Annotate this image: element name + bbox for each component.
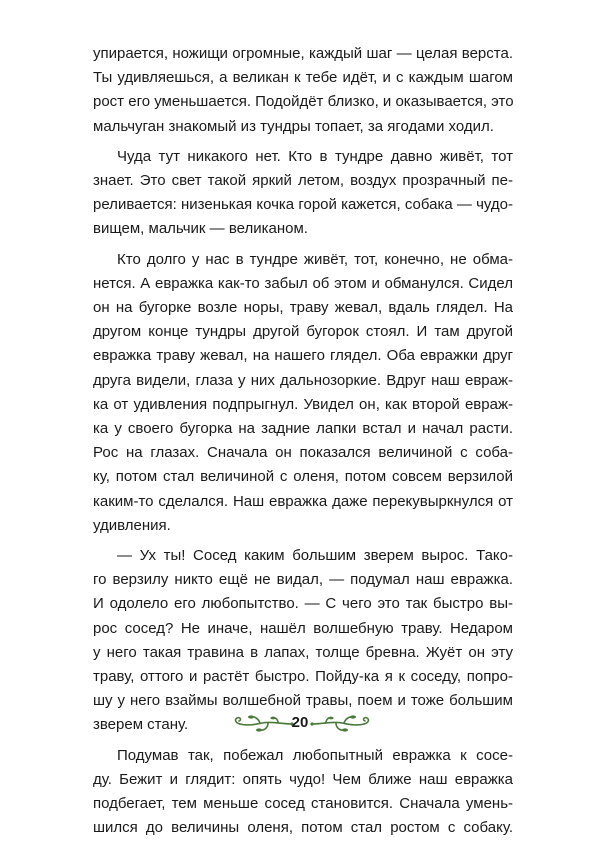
- text-line: упирается, ножищи огромные, каждый шаг — целая верста.: [93, 45, 513, 62]
- text-line: шился до величины оленя, потом стал ростом с собаку.: [93, 819, 513, 837]
- text-line: Рос на глазах. Сначала он показался величиной с соба-: [93, 444, 513, 462]
- page-number: 20: [291, 714, 309, 731]
- text-line: он на бугорке возле норы, траву жевал, вдаль глядел. На: [93, 299, 513, 317]
- text-line: знает. Это свет такой яркий летом, воздух прозрачный пе-: [93, 172, 513, 190]
- text-line: вищем, мальчик — великаном.: [93, 220, 308, 238]
- text-line: шу у него взаймы волшебной травы, поем и тоже большим: [93, 692, 513, 710]
- paragraph-3: [93, 248, 513, 538]
- text-line: нется. А евражка как-то забыл об этом и обманулся. Сидел: [93, 274, 513, 292]
- text-line: подбегает, тем меньше сосед становится. Сначала умень-: [93, 795, 513, 813]
- text-line: зверем стану.: [93, 716, 189, 734]
- floral-ornament-right-icon: [310, 712, 372, 739]
- text-line: Чуда тут никакого нет. Кто в тундре давно живёт, тот: [117, 147, 513, 165]
- text-line: реливается: низенькая кочка горой кажется, собака — чудо-: [93, 196, 513, 214]
- text-line: рост его уменьшается. Подойдёт близко, и оказывается, это: [93, 93, 514, 111]
- text-line: друга видели, глаза у них дальнозоркие. Вдруг наш евраж-: [93, 371, 513, 389]
- text-line: Подумав так, побежал любопытный евражка к сосе-: [117, 746, 513, 764]
- text-line: у него такая травина в лапах, толще бревна. Жуёт он эту: [93, 643, 513, 661]
- text-line: евражка траву жевал, на нашего глядел. Оба евражки друг: [93, 347, 513, 365]
- text-line: другом конце тундры другой бугорок стоял. И там другой: [93, 323, 513, 341]
- text-line: — Ух ты! Сосед каким большим зверем вырос. Тако-: [117, 547, 513, 565]
- paragraph-2: [93, 145, 513, 242]
- text-line: Ты удивляешься, а великан к тебе идёт, и с каждым шагом: [93, 69, 513, 87]
- text-line: рос сосед? Не иначе, нашёл волшебную траву. Недаром: [93, 619, 513, 637]
- text-line: мальчуган знакомый из тундры топает, за ягодами ходил.: [93, 117, 494, 135]
- text-line: И одолело его любопытство. — С чего это так быстро вы-: [93, 595, 513, 613]
- text-line: Кто долго у нас в тундре живёт, тот, конечно, не обма-: [117, 250, 513, 268]
- paragraph-1: [93, 42, 513, 139]
- text-line: ка у своего бугорка на задние лапки встал и начал расти.: [93, 420, 513, 438]
- text-line: удивления.: [93, 516, 171, 534]
- page-footer: [0, 702, 600, 742]
- text-line: траву, оттого и растёт быстро. Пойду-ка я к соседу, попро-: [93, 668, 513, 686]
- text-line: каким-то сделался. Наш евражка даже перекувыркнулся от: [93, 492, 513, 510]
- text-line: ду. Бежит и глядит: опять чудо! Чем ближе наш евражка: [93, 770, 513, 788]
- paragraph-5: [93, 744, 513, 841]
- text-line: ка от удивления подпрыгнул. Увидел он, как второй евраж-: [93, 395, 513, 413]
- text-line: ку, потом стал величиной с оленя, потом совсем верзилой: [93, 468, 513, 486]
- text-line: го верзилу никто ещё не видал, — подумал наш евражка.: [93, 571, 513, 589]
